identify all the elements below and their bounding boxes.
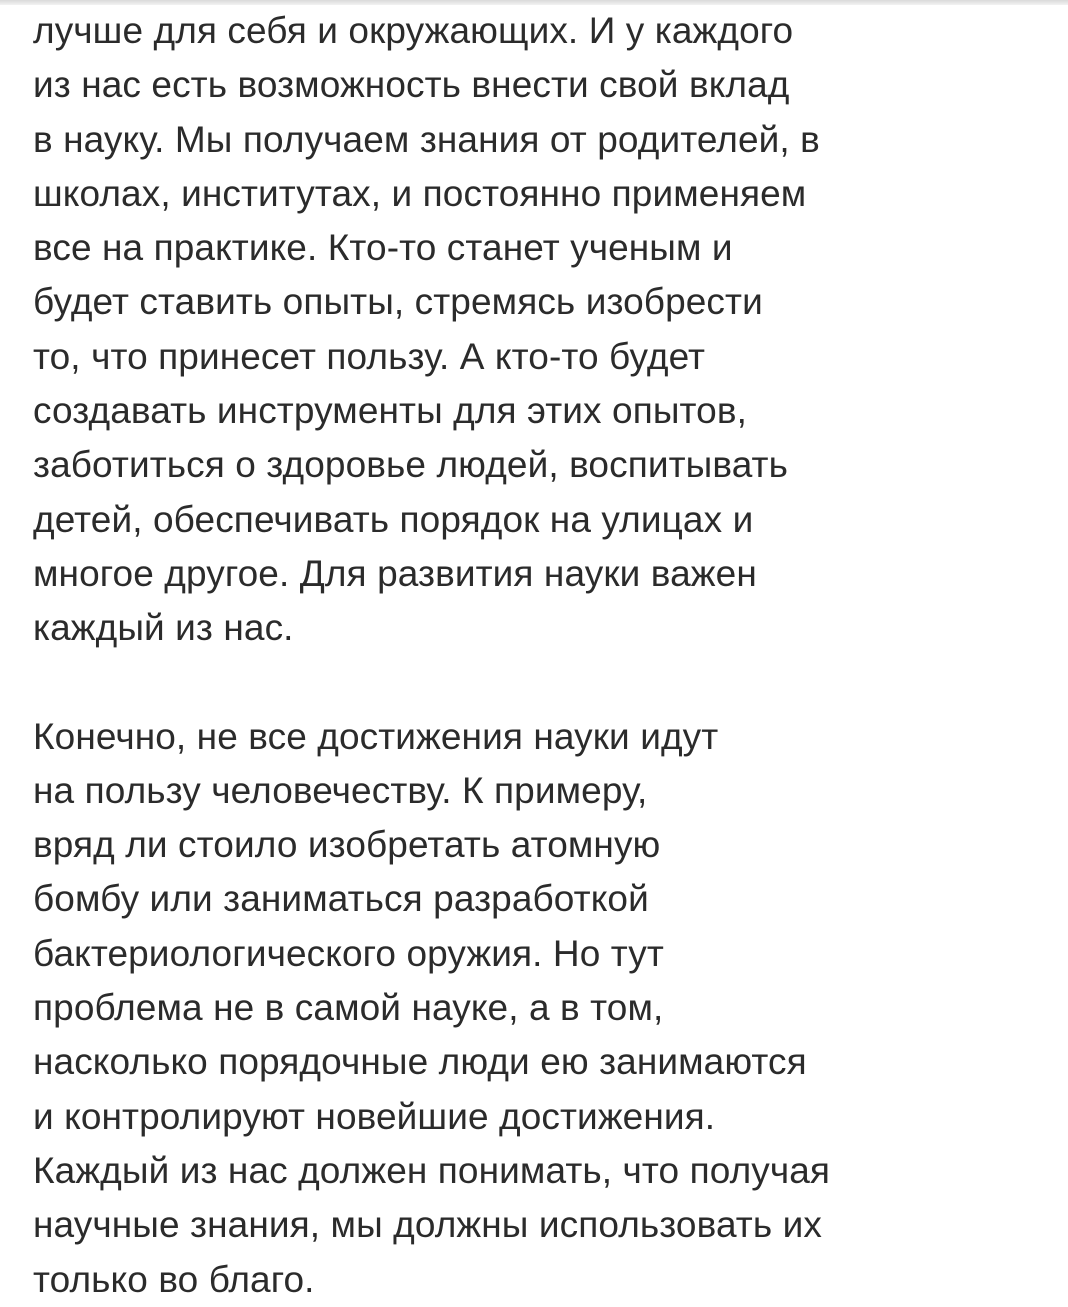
text-line: детей, обеспечивать порядок на улицах и bbox=[33, 498, 754, 540]
text-line: заботиться о здоровье людей, воспитывать bbox=[33, 444, 788, 486]
text-line: создавать инструменты для этих опытов, bbox=[33, 390, 747, 432]
document-body bbox=[33, 4, 1053, 1307]
text-line: на пользу человечеству. К примеру, bbox=[33, 769, 648, 811]
text-line: научные знания, мы должны использовать их bbox=[33, 1204, 822, 1246]
text-line: проблема не в самой науке, а в том, bbox=[33, 987, 664, 1029]
text-line: все на практике. Кто-то станет ученым и bbox=[33, 227, 733, 269]
text-line: насколько порядочные люди ею занимаются bbox=[33, 1041, 807, 1083]
text-line: бомбу или заниматься разработкой bbox=[33, 878, 649, 920]
text-line: каждый из нас. bbox=[33, 607, 294, 649]
paragraph-1 bbox=[33, 4, 1053, 656]
text-line: лучше для себя и окружающих. И у каждого bbox=[33, 10, 794, 51]
text-line: вряд ли стоило изобретать атомную bbox=[33, 824, 661, 866]
text-line: будет ставить опыты, стремясь изобрести bbox=[33, 281, 763, 323]
text-line: только во благо. bbox=[33, 1258, 315, 1300]
text-line: многое другое. Для развития науки важен bbox=[33, 552, 757, 594]
text-line: школах, институтах, и постоянно применяем bbox=[33, 172, 807, 214]
text-line: Каждый из нас должен понимать, что получая bbox=[33, 1149, 831, 1191]
paragraph-gap bbox=[33, 656, 1053, 710]
text-line: в науку. Мы получаем знания от родителей, в bbox=[33, 118, 820, 160]
text-line: бактериологического оружия. Но тут bbox=[33, 932, 664, 974]
paragraph-2 bbox=[33, 710, 1053, 1307]
text-line: из нас есть возможность внести свой вклад bbox=[33, 64, 790, 106]
text-line: и контролируют новейшие достижения. bbox=[33, 1095, 716, 1137]
text-line: то, что принесет пользу. А кто-то будет bbox=[33, 335, 706, 377]
text-line: Конечно, не все достижения науки идут bbox=[33, 715, 719, 757]
